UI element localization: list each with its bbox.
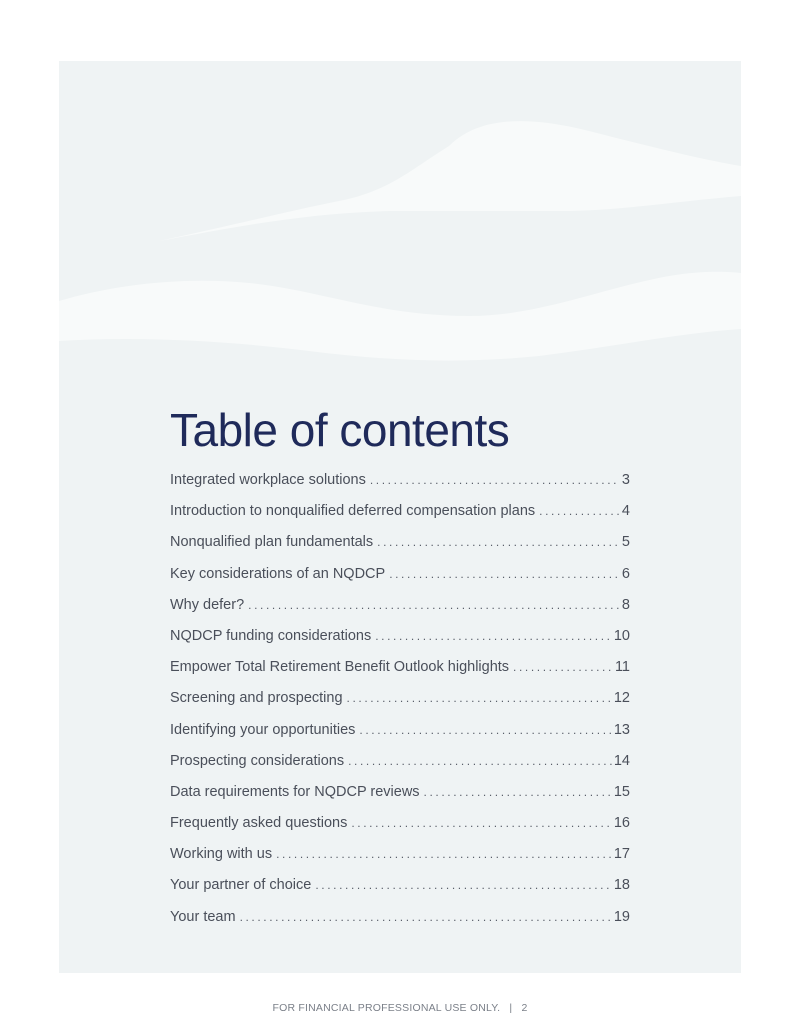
toc-entry-label: NQDCP funding considerations — [170, 627, 372, 644]
toc-entry-label: Identifying your opportunities — [170, 721, 356, 738]
toc-dot-leader — [248, 598, 620, 612]
toc-entry-label: Integrated workplace solutions — [170, 472, 366, 488]
toc-entry-page: 5 — [621, 534, 630, 551]
toc-entry[interactable] — [170, 503, 630, 534]
toc-dot-leader — [351, 816, 612, 830]
toc-entry-page: 6 — [621, 565, 630, 582]
toc-entry[interactable] — [170, 815, 630, 846]
toc-entry[interactable] — [170, 534, 630, 565]
toc-dot-leader — [276, 847, 612, 861]
toc-entry-label: Why defer? — [170, 596, 245, 613]
toc-entry-page: 12 — [613, 690, 630, 707]
toc-entry-label: Data requirements for NQDCP reviews — [170, 783, 420, 800]
toc-dot-leader — [370, 473, 620, 487]
toc-entry-page: 19 — [613, 908, 630, 925]
toc-entry[interactable] — [170, 566, 630, 597]
toc-entry-label: Frequently asked questions — [170, 815, 348, 832]
toc-dot-leader — [348, 754, 612, 768]
toc-entry[interactable] — [170, 628, 630, 659]
toc-entry-label: Introduction to nonqualified deferred compensation plans — [170, 503, 536, 520]
toc-entry[interactable] — [170, 690, 630, 721]
toc-entry-label: Screening and prospecting — [170, 690, 343, 707]
toc-dot-leader — [424, 785, 612, 799]
toc-dot-leader — [513, 660, 613, 674]
toc-entry-label: Your team — [170, 908, 236, 925]
upper-wave-shape — [159, 121, 741, 241]
toc-entry-page: 11 — [614, 659, 630, 676]
toc-entry-label: Your partner of choice — [170, 877, 312, 894]
toc-dot-leader — [359, 723, 611, 737]
page-title: Table of contents — [170, 404, 510, 456]
toc-entry[interactable] — [170, 846, 630, 877]
toc-entry-page: 13 — [613, 721, 630, 738]
footer-separator: | — [509, 1002, 513, 1014]
toc-entry-label: Prospecting considerations — [170, 752, 345, 769]
toc-dot-leader — [389, 567, 620, 581]
toc-entry[interactable] — [170, 877, 630, 908]
toc-entry-label: Working with us — [170, 846, 273, 863]
toc-list — [170, 472, 630, 940]
toc-entry[interactable] — [170, 909, 630, 940]
toc-entry-page: 18 — [613, 877, 630, 894]
toc-entry-page: 3 — [621, 472, 630, 488]
toc-entry-label: Key considerations of an NQDCP — [170, 565, 386, 582]
contents-panel — [59, 61, 741, 973]
toc-entry-page: 16 — [613, 815, 630, 832]
toc-entry[interactable] — [170, 753, 630, 784]
toc-entry-page: 14 — [613, 752, 630, 769]
toc-dot-leader — [375, 629, 612, 643]
toc-dot-leader — [539, 504, 620, 518]
page-footer — [0, 1002, 800, 1014]
toc-entry[interactable] — [170, 597, 630, 628]
toc-entry-label: Empower Total Retirement Benefit Outlook highlights — [170, 659, 510, 676]
toc-dot-leader — [240, 910, 612, 924]
wave-decoration — [59, 61, 741, 421]
toc-entry[interactable] — [170, 784, 630, 815]
page-number: 2 — [521, 1002, 528, 1014]
footer-notice: FOR FINANCIAL PROFESSIONAL USE ONLY. — [272, 1002, 501, 1014]
toc-entry-page: 15 — [613, 783, 630, 800]
toc-entry-label: Nonqualified plan fundamentals — [170, 534, 374, 551]
toc-entry-page: 17 — [613, 846, 630, 863]
toc-entry[interactable] — [170, 472, 630, 503]
toc-entry-page: 8 — [621, 596, 630, 613]
toc-dot-leader — [347, 691, 612, 705]
toc-entry-page: 4 — [621, 503, 630, 520]
lower-wave-shape — [59, 272, 741, 361]
toc-entry[interactable] — [170, 659, 630, 690]
toc-dot-leader — [377, 535, 620, 549]
toc-dot-leader — [315, 878, 612, 892]
toc-entry[interactable] — [170, 722, 630, 753]
toc-entry-page: 10 — [613, 627, 630, 644]
